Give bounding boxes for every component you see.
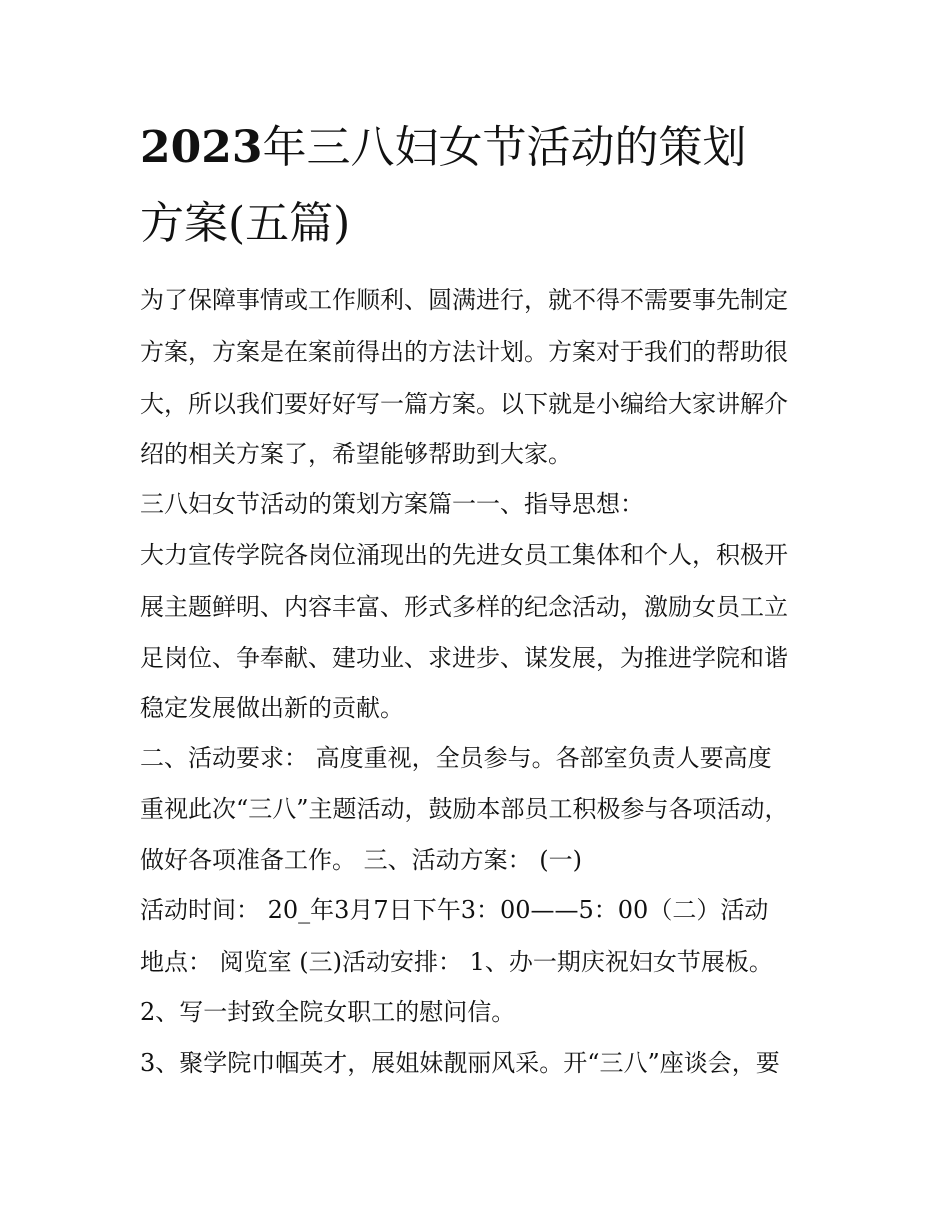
paragraph-line: 绍的相关方案了，希望能够帮助到大家。 bbox=[140, 440, 572, 468]
document-title-line-1 bbox=[140, 122, 820, 173]
title-year: 2023 bbox=[140, 122, 263, 173]
paragraph-line: 地点： 阅览室 (三)活动安排： 1、办一期庆祝妇女节展板。 bbox=[140, 948, 773, 976]
paragraph-line: 为了保障事情或工作顺利、圆满进行，就不得不需要事先制定 bbox=[140, 286, 788, 314]
paragraph-line: 展主题鲜明、内容丰富、形式多样的纪念活动，激励女员工立 bbox=[140, 593, 788, 621]
list-item-line: 2、写一封致全院女职工的慰问信。 bbox=[140, 998, 516, 1026]
paragraph-line: 足岗位、争奉献、建功业、求进步、谋发展，为推进学院和谐 bbox=[140, 644, 788, 672]
paragraph-line: 大，所以我们要好好写一篇方案。以下就是小编给大家讲解介 bbox=[140, 390, 788, 418]
document-title-line-2: 方案(五篇) bbox=[140, 198, 351, 249]
section-heading-line: 三八妇女节活动的策划方案篇一一、指导思想： bbox=[140, 490, 644, 518]
paragraph-line: 活动时间： 20_年3月7日下午3：00——5：00（二）活动 bbox=[140, 896, 769, 924]
paragraph-line: 二、活动要求： 高度重视，全员参与。各部室负责人要高度 bbox=[140, 744, 772, 772]
list-item-line: 3、聚学院巾帼英才，展姐妹靓丽风采。开“三八”座谈会，要 bbox=[140, 1049, 780, 1077]
title-line-1-text: 年三八妇女节活动的策划 bbox=[262, 122, 747, 173]
paragraph-line: 稳定发展做出新的贡献。 bbox=[140, 694, 404, 722]
paragraph-line: 重视此次“三八”主题活动，鼓励本部员工积极参与各项活动， bbox=[140, 795, 789, 823]
paragraph-line: 方案，方案是在案前得出的方法计划。方案对于我们的帮助很 bbox=[140, 338, 788, 366]
paragraph-line: 做好各项准备工作。 三、活动方案： (一) bbox=[140, 846, 582, 874]
paragraph-line: 大力宣传学院各岗位涌现出的先进女员工集体和个人，积极开 bbox=[140, 541, 788, 569]
